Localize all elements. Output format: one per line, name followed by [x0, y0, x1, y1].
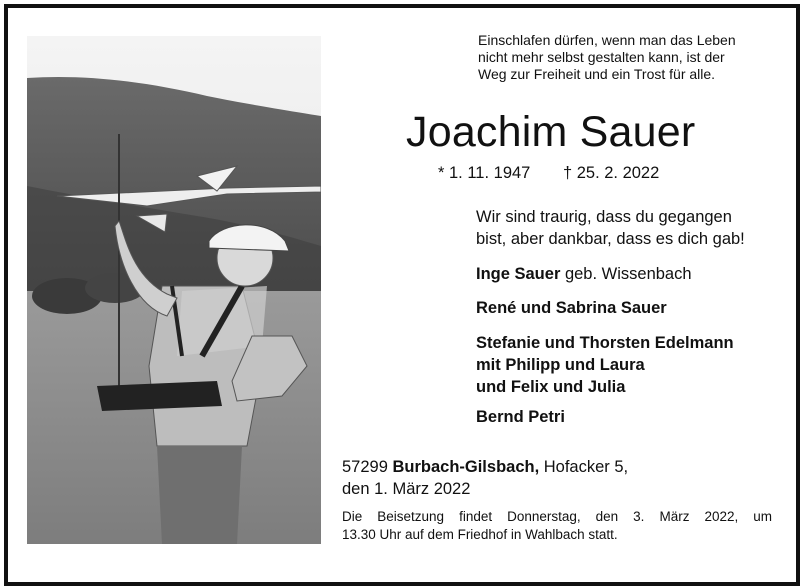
intro-line: Wir sind traurig, dass du gegangen	[476, 208, 732, 226]
quote-line: nicht mehr selbst gestalten kann, ist der	[478, 49, 725, 65]
mourner-spouse	[476, 263, 692, 285]
mourner-line: mit Philipp und Laura	[476, 356, 645, 374]
portrait-photo	[27, 36, 321, 544]
mourner-line: und Felix und Julia	[476, 378, 626, 396]
life-dates	[438, 164, 659, 183]
quote-line: Einschlafen dürfen, wenn man das Leben	[478, 32, 736, 48]
street: Hofacker 5,	[539, 458, 629, 476]
mourner-maiden-name: geb. Wissenbach	[560, 265, 692, 283]
mourner-line: Stefanie und Thorsten Edelmann	[476, 334, 734, 352]
mourner-family-1: René und Sabrina Sauer	[476, 299, 667, 317]
zip-code: 57299	[342, 458, 393, 476]
deceased-name: Joachim Sauer	[406, 108, 696, 156]
funeral-line: 13.30 Uhr auf dem Friedhof in Wahlbach statt.	[342, 527, 618, 542]
address-block	[342, 456, 628, 500]
intro-text	[476, 206, 776, 250]
city: Burbach-Gilsbach,	[392, 458, 540, 476]
mourner-family-2	[476, 332, 734, 398]
quote-line: Weg zur Freiheit und ein Trost für alle.	[478, 66, 716, 82]
quote-block	[478, 32, 778, 83]
funeral-notice	[342, 508, 772, 544]
intro-line: bist, aber dankbar, dass es dich gab!	[476, 230, 745, 248]
mourner-friend: Bernd Petri	[476, 408, 565, 426]
notice-date: den 1. März 2022	[342, 480, 471, 498]
mourner-name: Inge Sauer	[476, 265, 561, 283]
death-date: † 25. 2. 2022	[562, 164, 660, 182]
birth-date: * 1. 11. 1947	[438, 164, 531, 182]
address-line	[342, 456, 628, 478]
funeral-line: Die Beisetzung findet Donnerstag, den 3. März 2022, um	[342, 509, 772, 524]
